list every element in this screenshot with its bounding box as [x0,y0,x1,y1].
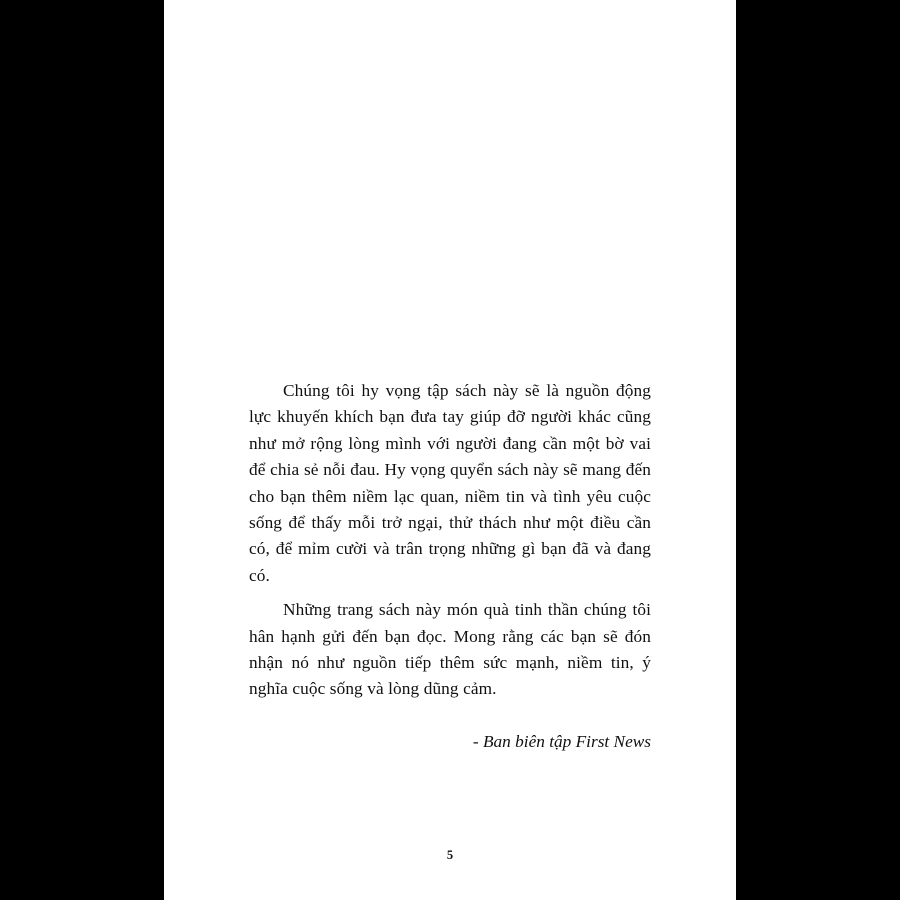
paragraph-1: Chúng tôi hy vọng tập sách này sẽ là nguồn động lực khuyến khích bạn đưa tay giúp đỡ người khác cũng như mở rộng lòng mình với người đang cần một bờ vai để chia sẻ nỗi đau. Hy vọng quyển sách này sẽ mang đến cho bạn thêm niềm lạc quan, niềm tin và tình yêu cuộc sống để thấy mỗi trở ngại, thử thách như một điều cần có, để mỉm cười và trân trọng những gì bạn đã và đang có. [249,381,651,585]
page-text-block [249,378,651,755]
signature-line: - Ban biên tập First News [472,731,651,751]
page-number: 5 [446,848,454,862]
paragraph-2: Những trang sách này món quà tinh thần chúng tôi hân hạnh gửi đến bạn đọc. Mong rằng các bạn sẽ đón nhận nó như nguồn tiếp thêm sức mạnh, niềm tin, ý nghĩa cuộc sống và lòng dũng cảm. [249,600,651,699]
book-page [164,0,736,900]
